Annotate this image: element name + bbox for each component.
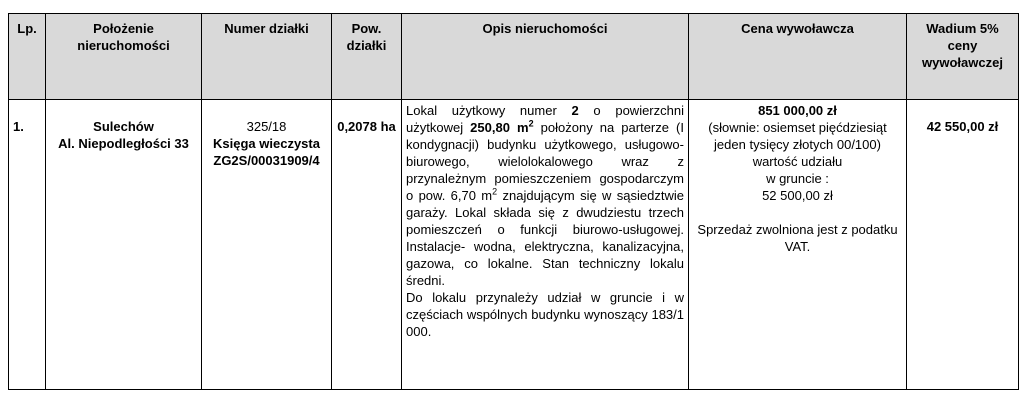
land-register-label: Księga wieczysta [213, 136, 320, 151]
location-street: Al. Niepodległości 33 [58, 136, 189, 151]
header-area: Pow. działki [332, 14, 402, 100]
header-description: Opis nieruchomości [402, 14, 689, 100]
desc-c: o powierzchni użytkowej [406, 103, 684, 135]
plot-number: 325/18 [246, 119, 287, 134]
land-share-label-2: w gruncie : [766, 171, 829, 186]
price-words: (słownie: osiemset pięćdziesiąt jeden tysięcy złotych 00/100) [708, 120, 887, 152]
auction-table-container [8, 13, 1019, 390]
property-auction-table [8, 13, 1019, 390]
desc-unit-number: 2 [571, 103, 579, 118]
header-price: Cena wywoławcza [689, 14, 907, 100]
location-city: Sulechów [93, 119, 154, 134]
description-paragraph-1 [406, 102, 684, 289]
vat-note: Sprzedaż zwolniona jest z podatku VAT. [697, 222, 898, 254]
desc-area: 250,80 $m^2$ [470, 118, 534, 135]
cell-price [689, 100, 907, 390]
land-share-label: wartość udziału [752, 154, 843, 169]
price-value: 851 000,00 zł [758, 103, 837, 118]
cell-location [46, 100, 202, 390]
cell-lp: 1. [9, 100, 46, 390]
header-deposit: Wadium 5% ceny wywoławczej [907, 14, 1019, 100]
desc-a: Lokal użytkowy numer [406, 103, 572, 118]
land-share-value: 52 500,00 zł [762, 188, 833, 203]
land-register-number: ZG2S/00031909/4 [213, 153, 320, 168]
cell-area: 0,2078 ha [332, 100, 402, 390]
cell-plot-number [202, 100, 332, 390]
desc-e: położony na parterze (I kondygnacji) budynku użytkowego, usługowo-biurowego, wielolokalowego wraz z przynależnym pomieszczeniem gospodarczym o pow. 6,70 $m^2$ [406, 120, 684, 203]
description-paragraph-2: Do lokalu przynależy udział w gruncie i w częściach wspólnych budynku wynoszący 183/1 000. [406, 290, 684, 339]
header-lp: Lp. [9, 14, 46, 100]
table-header-row [9, 14, 1019, 100]
table-row [9, 100, 1019, 390]
header-location: Położenie nieruchomości [46, 14, 202, 100]
cell-deposit: 42 550,00 zł [907, 100, 1019, 390]
header-plot-number: Numer działki [202, 14, 332, 100]
cell-description [402, 100, 689, 390]
desc-f: znajdującym się w sąsiedztwie garaży. Lokal składa się z dwudziestu trzech pomieszczeń o funkcji biurowo-usługowej. Instalacje- wodna, elektryczna, kanalizacyjna, gazowa, co lokalne. Stan techniczny lokalu średni. [406, 188, 684, 288]
